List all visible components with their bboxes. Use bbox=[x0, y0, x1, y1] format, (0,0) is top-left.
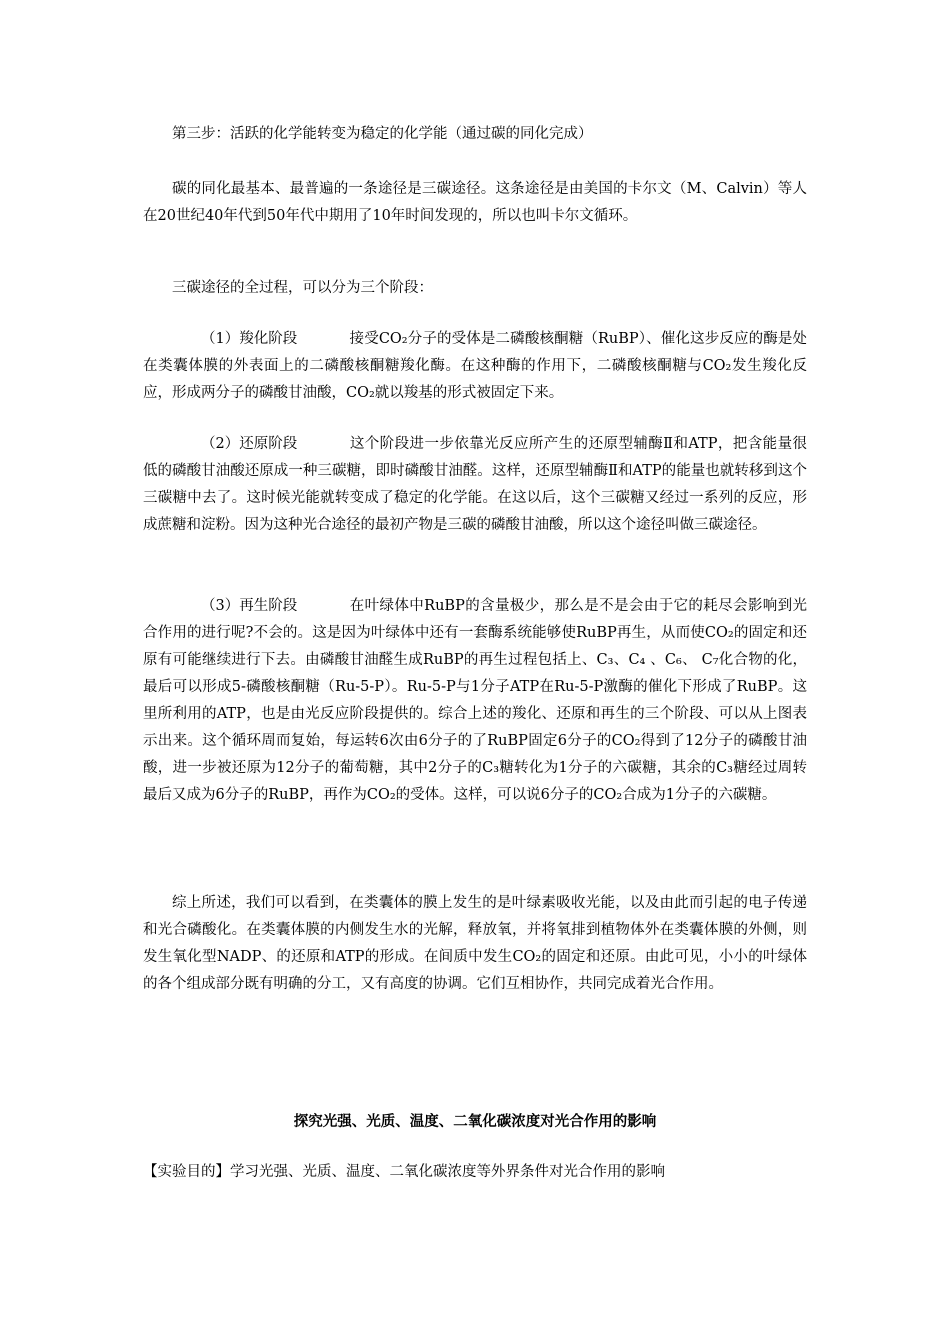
stage1-paragraph bbox=[143, 326, 807, 407]
three-stages-intro: 三碳途径的全过程，可以分为三个阶段： bbox=[172, 280, 433, 296]
step3-paragraph: 第三步：活跃的化学能转变为稳定的化学能（通过碳的同化完成） bbox=[172, 126, 593, 142]
summary-paragraph: 综上所述，我们可以看到，在类囊体的膜上发生的是叶绿素吸收光能，以及由此而引起的电子传递和光合磷酸化。在类囊体膜的内侧发生水的光解，释放氧，并将氧排到植物体外在类囊体膜的外侧，则发生氧化型NADP、的还原和ATP的形成。在间质中发生CO₂的固定和还原。由此可见，小小的叶绿体的各个组成部分既有明确的分工，又有高度的协调。它们互相协作，共同完成着光合作用。 bbox=[143, 895, 807, 992]
stage3-paragraph bbox=[143, 593, 807, 809]
stage1-text: 接受CO₂分子的受体是二磷酸核酮糖（RuBP）、催化这步反应的酶是处在类囊体膜的外表面上的二磷酸核酮糖羧化酶。在这种酶的作用下，二磷酸核酮糖与CO₂发生羧化反应，形成两分子的磷酸甘油酸，CO₂就以羧基的形式被固定下来。 bbox=[143, 331, 807, 401]
stage2-text: 这个阶段进一步依靠光反应所产生的还原型辅酶Ⅱ和ATP，把含能量很低的磷酸甘油酸还原成一种三碳糖，即时磷酸甘油醛。这样，还原型辅酶Ⅱ和ATP的能量也就转移到这个三碳糖中去了。这时候光能就转变成了稳定的化学能。在这以后，这个三碳糖又经过一系列的反应，形成蔗糖和淀粉。因为这种光合途径的最初产物是三碳的磷酸甘油酸，所以这个途径叫做三碳途径。 bbox=[143, 436, 807, 533]
stage3-text: 在叶绿体中RuBP的含量极少，那么是不是会由于它的耗尽会影响到光合作用的进行呢?不会的。这是因为叶绿体中还有一套酶系统能够使RuBP再生，从而使CO₂的固定和还原有可能继续进行下去。由磷酸甘油醛生成RuBP的再生过程包括上、C₃、C₄ 、C₆、 C₇化合物的化，最后可以形成5-磷酸核酮糖（Ru-5-P）。Ru-5-P与1分子ATP在Ru-5-P激酶的催化下形成了RuBP。这里所利用的ATP，也是由光反应阶段提供的。综合上述的羧化、还原和再生的三个阶段、可以从上图表示出来。这个循环周而复始，每运转6次由6分子的了RuBP固定6分子的CO₂得到了12分子的磷酸甘油酸，进一步被还原为12分子的葡萄糖，其中2分子的C₃糖转化为1分子的六碳糖，其余的C₃糖经过周转最后又成为6分子的RuBP，再作为CO₂的受体。这样，可以说6分子的CO₂合成为1分子的六碳糖。 bbox=[143, 598, 807, 803]
carbon-assimilation-paragraph: 碳的同化最基本、最普遍的一条途径是三碳途径。这条途径是由美国的卡尔文（M、Calvin）等人在20世纪40年代到50年代中期用了10年时间发现的，所以也叫卡尔文循环。 bbox=[143, 181, 807, 224]
stage2-paragraph bbox=[143, 431, 807, 539]
stage3-label: （3）再生阶段 bbox=[201, 598, 298, 614]
stage1-label: （1）羧化阶段 bbox=[201, 331, 298, 347]
purpose-paragraph: 【实验目的】学习光强、光质、温度、二氧化碳浓度等外界条件对光合作用的影响 bbox=[143, 1164, 665, 1180]
section-heading: 探究光强、光质、温度、二氧化碳浓度对光合作用的影响 bbox=[293, 1114, 657, 1130]
stage2-label: （2）还原阶段 bbox=[201, 436, 298, 452]
